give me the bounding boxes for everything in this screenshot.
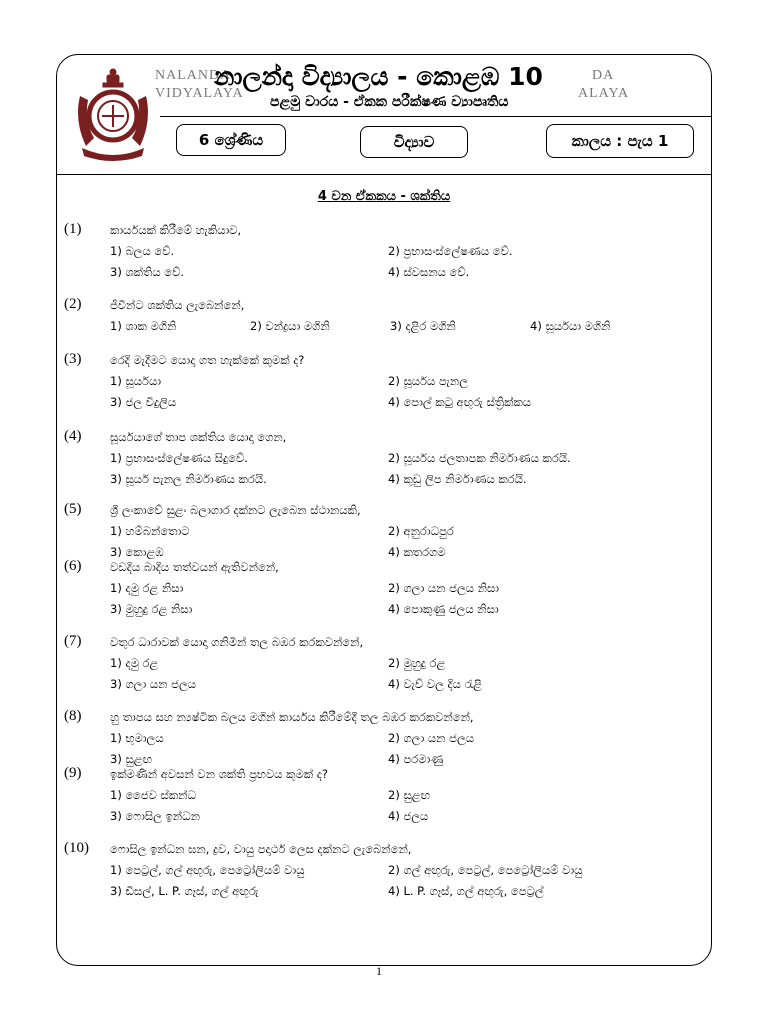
answer-option: 3) ෆොසිල ඉන්ධන <box>110 809 200 823</box>
answer-option: 1) භුමාලය <box>110 731 164 745</box>
answer-option: 1) හම්බන්තොට <box>110 524 190 538</box>
question-number: (5) <box>64 501 82 517</box>
answer-option: 4) කතරගම <box>388 545 446 559</box>
header-bottom-rule <box>56 174 712 175</box>
answer-option: 2) අනුරාධපුර <box>388 524 454 538</box>
answer-option: 3) සූර්ය පැනල නිර්මාණය කරයි. <box>110 472 267 486</box>
question-number: (6) <box>64 558 82 574</box>
answer-option: 2) සූර්යය ජලතාපක නිර්මාණය කරයි. <box>388 451 571 465</box>
watermark-left-line1: NALANDA <box>155 68 232 83</box>
exam-subtitle: පළමු වාරය - ඒකක පරීක්ෂණ ව්‍යාපෘතිය <box>270 94 509 110</box>
question-number: (10) <box>64 840 89 856</box>
answer-option: 4) වැව් වල දිය රැළි <box>388 677 482 691</box>
answer-option: 1) පෙට්‍රල්, ගල් අඟුරු, පෙට්‍රෝලියම් වායු <box>110 863 305 877</box>
page-number: 1 <box>376 964 382 978</box>
answer-option: 4) ජලය <box>388 809 429 823</box>
answer-option: 3) ගලා යන ජලය <box>110 677 196 691</box>
answer-option: 1) දමු රළ නිසා <box>110 581 184 595</box>
question-text: ඉක්මණින් අවසන් වන ශක්ති ප්‍රභවය කුමක් ද? <box>110 767 328 781</box>
answer-option: 2) චන්ද්‍රයා මගිනි <box>250 319 330 333</box>
subject-box: විද්‍යාව <box>360 126 468 158</box>
answer-option: 3) කොළඹ <box>110 545 164 559</box>
answer-option: 4) පොල් කටු අඟුරු ස්ත්‍රික්කය <box>388 395 532 409</box>
answer-option: 3) ශක්තිය වේ. <box>110 265 185 279</box>
answer-option: 3) දළිර මගිනි <box>390 319 456 333</box>
answer-option: 4) ස්වසනය වේ. <box>388 265 470 279</box>
question-text: ශ්‍රී ලංකාවේ සුළං බලාගාර දක්නට ලැබෙන ස්ථානයකි, <box>110 503 361 517</box>
answer-option: 2) ප්‍රභාසංස්ලේෂණය වේ. <box>388 244 513 258</box>
answer-option: 1) දමු රළ <box>110 656 159 670</box>
question-text: වඩදිය බාදිය තත්වයන් ඇතිවන්නේ, <box>110 560 279 574</box>
question-number: (2) <box>64 296 82 312</box>
answer-option: 4) L. P. ගෑස්, ගල් අඟුරු, පෙට්‍රල් <box>388 884 544 898</box>
question-text: වතුර ධාරාවක් යොදා ගනිමින් තල බඹර කරකවන්නේ, <box>110 635 364 649</box>
answer-option: 2) සූර්යය පැනල <box>388 374 468 388</box>
answer-option: 4) කුඩු ලිප නිර්මාණය කරයි. <box>388 472 527 486</box>
school-crest-logo <box>72 66 154 162</box>
answer-option: 3) ඩීසල්, L. P. ගෑස්, ගල් අඟුරු <box>110 884 259 898</box>
answer-option: 4) සූර්යයා මගිනි <box>530 319 611 333</box>
question-text: රෙදි මැදීමට යොදා ගත හැක්කේ කුමක් ද? <box>110 353 305 367</box>
question-number: (7) <box>64 633 82 649</box>
answer-option: 1) සූර්යයා <box>110 374 161 388</box>
answer-option: 1) ජෛව ස්කන්ධ <box>110 788 196 802</box>
answer-option: 2) මුහුදු රළ <box>388 656 446 670</box>
question-text: හු තාපය සහ න්‍යෂ්ටික බලය මගින් කාර්යය කිරීමේදී තල බඹර කරකවන්නේ, <box>110 710 474 724</box>
answer-option: 3) මුහුදු රළ නිසා <box>110 602 193 616</box>
unit-title <box>0 189 768 204</box>
grade-box: 6 ශ්‍රේණිය <box>176 124 286 156</box>
answer-option: 1) ප්‍රභාසංස්ලේෂණය සිදුවේ. <box>110 451 248 465</box>
question-text: කාර්යයක් කිරීමේ හැකියාව, <box>110 223 242 237</box>
answer-option: 2) ගල් අඟුරු, පෙට්‍රල්, පෙට්‍රෝලියම් වායු <box>388 863 583 877</box>
answer-option: 4) පොකුණු ජලය නිසා <box>388 602 499 616</box>
school-title: නාලන්දා විද්‍යාලය - කොළඹ 10 <box>214 62 543 91</box>
watermark-left-line2: VIDYALAYA <box>155 86 244 101</box>
answer-option: 3) ජල විදුලිය <box>110 395 177 409</box>
answer-option: 2) සුළඟ <box>388 788 431 802</box>
unit-title-text: 4 වන ඒකකය - ශක්තිය <box>317 189 451 204</box>
answer-option: 1) ශාක මගිනි <box>110 319 177 333</box>
answer-option: 2) ගලා යන ජලය <box>388 731 474 745</box>
header-rule <box>160 116 712 117</box>
answer-option: 2) ගලා යන ජලය නිසා <box>388 581 500 595</box>
question-text: ජීවීන්ට ශක්තිය ලැබෙන්නේ, <box>110 298 245 312</box>
question-number: (4) <box>64 428 82 444</box>
question-number: (9) <box>64 765 82 781</box>
question-number: (1) <box>64 221 82 237</box>
watermark-right-line2: ALAYA <box>578 86 630 101</box>
question-text: ෆොසිල ඉන්ධන ඝන, ද්‍රව, වායු පදාර්ථ ලෙස දක්නට ලැබෙන්නේ, <box>110 842 412 856</box>
watermark-right-line1: DA <box>592 68 615 83</box>
question-text: සූර්යයාගේ තාප ශක්තිය යොදා ගෙන, <box>110 430 287 444</box>
answer-option: 4) පරමාණු <box>388 752 444 766</box>
answer-option: 3) සුළඟ <box>110 752 153 766</box>
question-number: (3) <box>64 351 82 367</box>
time-box: කාලය : පැය 1 <box>546 124 694 158</box>
answer-option: 1) බලය වේ. <box>110 244 175 258</box>
question-number: (8) <box>64 708 82 724</box>
